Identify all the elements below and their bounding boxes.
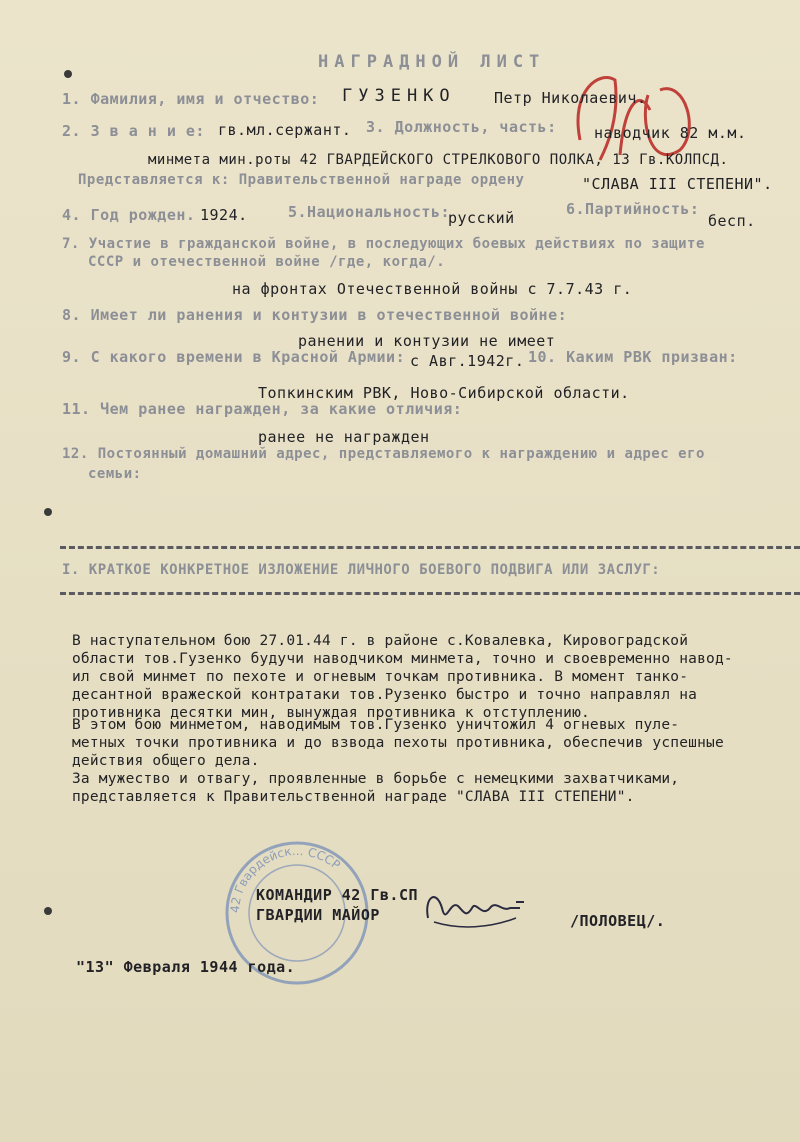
field-3-label: 3. Должность, часть: bbox=[366, 118, 557, 136]
field-1-label: 1. Фамилия, имя и отчество: bbox=[62, 90, 320, 108]
award-label: Представляется к: Правительственной награде ордену bbox=[78, 172, 525, 188]
punch-hole-top bbox=[64, 70, 72, 78]
section-divider-top bbox=[60, 546, 800, 549]
field-12-label-b: семьи: bbox=[88, 466, 142, 482]
narrative-paragraph-2: В этом бою минметом, наводимым тов.Гузенко уничтожил 4 огневых пуле- метных точки противника и до взвода пехоты противника, обеспечив успешные действия общего дела. bbox=[72, 717, 724, 769]
section-divider-bottom bbox=[60, 592, 800, 595]
redacted-address-area bbox=[160, 462, 720, 496]
commander-rank: ГВАРДИИ МАЙОР bbox=[256, 906, 380, 924]
field-10-value: Топкинским РВК, Ново-Сибирской области. bbox=[258, 384, 630, 402]
punch-hole-middle bbox=[44, 508, 52, 516]
field-4-label: 4. Год рожден. bbox=[62, 206, 196, 224]
field-1-surname: ГУЗЕНКО bbox=[342, 86, 456, 106]
field-2-label: 2. З в а н и е: bbox=[62, 122, 205, 140]
seal-text: 42 Гвардейск... СССР bbox=[227, 843, 343, 914]
field-11-value: ранее не награжден bbox=[258, 428, 430, 446]
narrative-paragraph-3: За мужество и отвагу, проявленные в борьбе с немецкими захватчиками, представляется к Правительственной награде "СЛАВА III СТЕПЕНИ". bbox=[72, 771, 680, 805]
document-title: НАГРАДНОЙ ЛИСТ bbox=[318, 52, 546, 72]
field-12-label-a: 12. Постоянный домашний адрес, представляемого к награждению и адрес его bbox=[62, 446, 705, 462]
field-11-label: 11. Чем ранее награжден, за какие отличия: bbox=[62, 400, 463, 418]
field-8-value: ранении и контузии не имеет bbox=[298, 332, 556, 350]
field-3-value-a: наводчик 82 м.м. bbox=[594, 124, 747, 142]
field-4-value: 1924. bbox=[200, 206, 248, 224]
field-6-label: 6.Партийность: bbox=[566, 200, 700, 218]
field-7-value: на фронтах Отечественной войны с 7.7.43 г. bbox=[232, 280, 633, 298]
narrative-paragraph-1: В наступательном бою 27.01.44 г. в районе с.Ковалевка, Кировоградской области тов.Гузенко будучи наводчиком минмета, точно и своевременно навод- ил свой минмет по пехоте и огневым точкам противника. В момент танко- десантной вражеской контратаки тов.Рузенко быстро и точно направлял на противника десятки мин, вынуждая противника к отступлению. bbox=[72, 633, 733, 721]
commander-title: КОМАНДИР 42 Гв.СП bbox=[256, 886, 419, 904]
document-date: "13" Февраля 1944 года. bbox=[76, 958, 296, 976]
field-5-value: русский bbox=[448, 209, 515, 227]
field-10-label: 10. Каким РВК призван: bbox=[528, 348, 738, 366]
field-7-label-b: СССР и отечественной войне /где, когда/. bbox=[88, 254, 446, 270]
field-3-value-b: минмета мин.роты 42 ГВАРДЕЙСКОГО СТРЕЛКОВОГО ПОЛКА, 13 Гв.КОЛПСД. bbox=[148, 152, 729, 168]
field-2-value: гв.мл.сержант. bbox=[218, 121, 352, 139]
field-1-name: Петр Николаевич. bbox=[494, 89, 647, 107]
field-9-label: 9. С какого времени в Красной Армии: bbox=[62, 348, 406, 366]
section-heading: I. КРАТКОЕ КОНКРЕТНОЕ ИЗЛОЖЕНИЕ ЛИЧНОГО БОЕВОГО ПОДВИГА ИЛИ ЗАСЛУГ: bbox=[62, 562, 661, 578]
punch-hole-bottom bbox=[44, 907, 52, 915]
field-5-label: 5.Национальность: bbox=[288, 203, 451, 221]
award-value: "СЛАВА III СТЕПЕНИ". bbox=[582, 175, 773, 193]
field-8-label: 8. Имеет ли ранения и контузии в отечественной войне: bbox=[62, 306, 568, 324]
field-7-label-a: 7. Участие в гражданской войне, в последующих боевых действиях по защите bbox=[62, 236, 705, 252]
handwritten-signature-icon bbox=[420, 878, 530, 938]
field-6-value: бесп. bbox=[708, 212, 756, 230]
commander-name: /ПОЛОВЕЦ/. bbox=[570, 912, 666, 930]
field-9-value: с Авг.1942г. bbox=[410, 352, 525, 370]
